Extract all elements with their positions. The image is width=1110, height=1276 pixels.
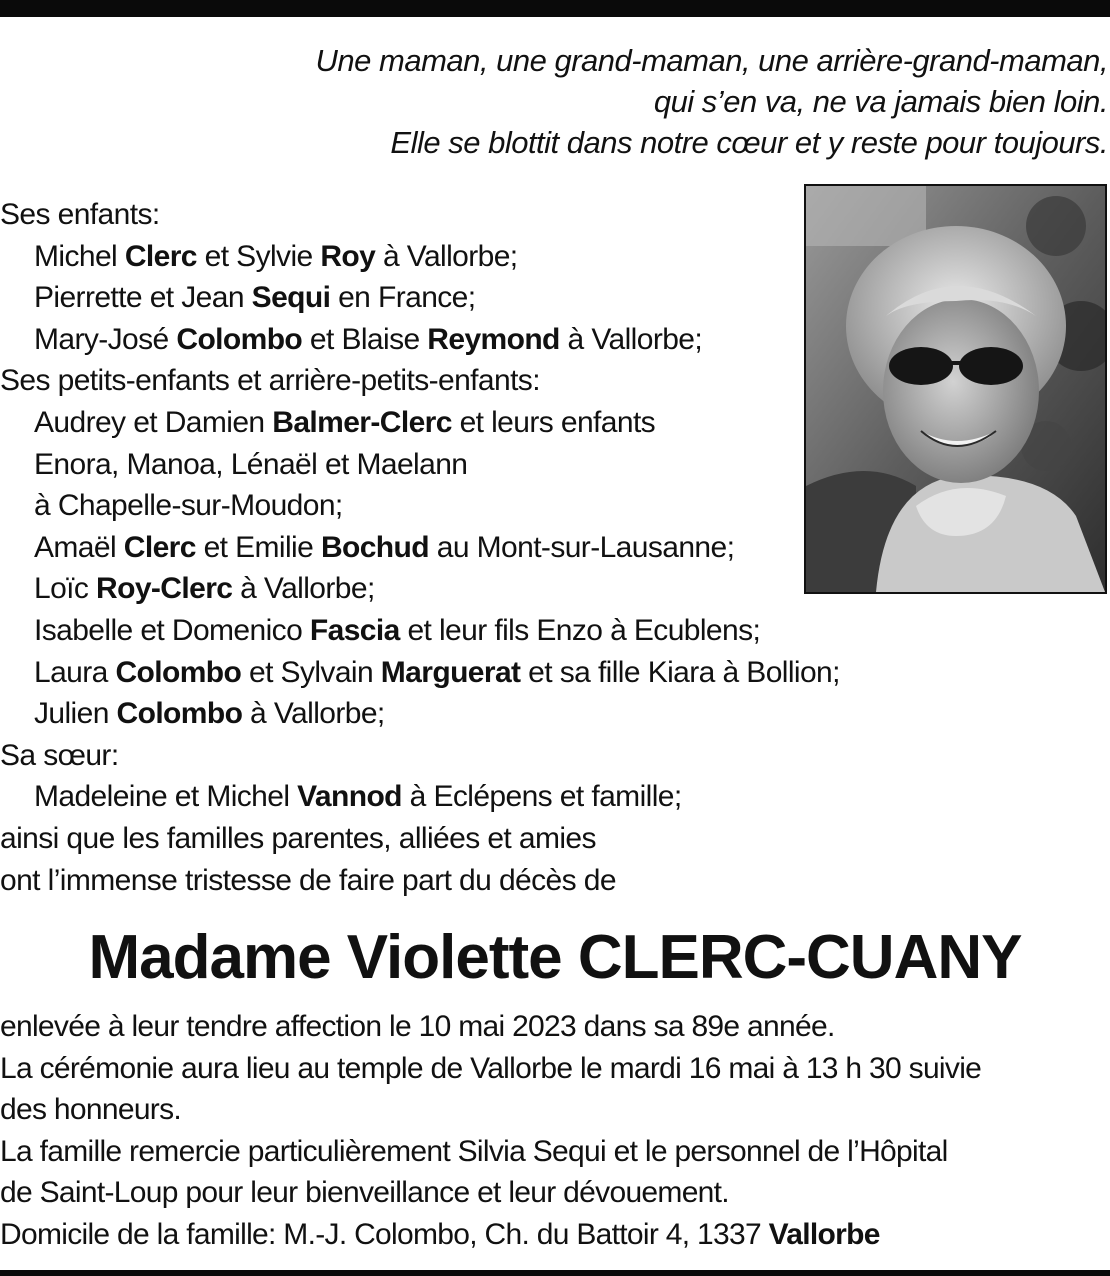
family-text: Loïc [34,572,97,606]
family-surname: Clerc [123,530,196,564]
family-line [0,277,1000,319]
family-text: Julien [34,697,117,731]
family-text: Ses enfants: [0,198,160,231]
notice-details [0,1006,1110,1256]
details-line: de Saint-Loup pour leur bienveillance et leur dévouement. [0,1176,729,1210]
details-line-address [0,1214,1110,1256]
family-text: à Eclépens et famille; [401,780,682,814]
details-line: enlevée à leur tendre affection le 10 mai 2023 dans sa 89e année. [0,1010,835,1043]
family-text: ont l’immense tristesse de faire part du décès de [0,863,616,897]
family-text: Mary-José [34,322,177,356]
family-text: et leur fils Enzo à Ecublens; [399,613,761,647]
family-line [0,693,1000,735]
details-line: La cérémonie aura lieu au temple de Vallorbe le mardi 16 mai à 13 h 30 suivie [0,1051,982,1085]
family-text: Sa sœur: [0,738,119,772]
family-line [0,485,1000,527]
family-text: et leurs enfants [451,405,656,439]
family-text: à Vallorbe; [375,239,518,273]
family-text: et Emilie [195,530,321,564]
family-surname: Reymond [427,322,560,356]
family-line [0,236,1000,278]
family-surname: Vannod [297,780,402,814]
family-text: Laura [34,655,116,689]
quote-line: Une maman, une grand-maman, une arrière-grand-maman, [315,43,1108,78]
family-surname: Roy [320,239,376,273]
family-line [0,527,1000,569]
quote-line: Elle se blottit dans notre cœur et y reste pour toujours. [390,125,1108,160]
family-surname: Balmer-Clerc [272,405,452,439]
family-text: à Vallorbe; [559,322,703,356]
family-line [0,319,1000,361]
family-surname: Colombo [116,697,243,731]
family-surname: Colombo [115,655,242,689]
family-text: au Mont-sur-Lausanne; [429,530,735,564]
family-list [0,194,1000,901]
family-surname: Marguerat [380,655,521,689]
details-line: des honneurs. [0,1093,182,1127]
bottom-rule [0,1270,1110,1276]
family-text: Ses petits-enfants et arrière-petits-enfants: [0,364,540,398]
family-line [0,610,1000,652]
family-line [0,444,1000,486]
details-line: La famille remercie particulièrement Silvia Sequi et le personnel de l’Hôpital [0,1134,948,1168]
top-rule [0,0,1110,17]
family-surname: Sequi [251,281,331,315]
family-text: et Sylvain [241,655,381,689]
family-line [0,860,1000,902]
family-surname: Roy-Clerc [96,572,233,606]
family-line [0,652,1000,694]
quote-line: qui s’en va, ne va jamais bien loin. [653,84,1108,119]
family-text: Enora, Manoa, Lénaël et Maelann [34,447,468,481]
family-line [0,194,1000,236]
family-text: ainsi que les familles parentes, alliées et amies [0,821,596,855]
deceased-name: Madame Violette CLERC-CUANY [88,923,1022,992]
family-text: et sa fille Kiara à Bollion; [520,655,840,689]
family-text: Michel [34,239,125,273]
family-line [0,776,1000,818]
family-line [0,818,1000,860]
family-text: à Chapelle-sur-Moudon; [34,489,343,523]
family-surname: Colombo [176,322,303,356]
family-text: Isabelle et Domenico [34,613,310,647]
family-surname: Fascia [309,613,400,647]
family-line [0,568,1000,610]
family-text: et Sylvie [196,239,321,273]
address-town: Vallorbe [768,1217,880,1251]
family-text: en France; [330,281,476,315]
family-text: à Vallorbe; [242,697,385,731]
family-surname: Clerc [124,239,197,273]
family-text: Madeleine et Michel [34,780,298,814]
address-text: Domicile de la famille: M.-J. Colombo, Ch. du Battoir 4, 1337 [0,1217,769,1251]
family-line [0,360,1000,402]
family-text: Audrey et Damien [34,405,273,439]
family-line [0,735,1000,777]
family-line [0,402,1000,444]
family-surname: Bochud [320,530,429,564]
family-text: Pierrette et Jean [34,281,252,315]
family-text: Amaël [34,530,124,564]
family-text: à Vallorbe; [232,572,375,606]
epigraph-quote [108,40,1108,163]
family-text: et Blaise [302,322,428,356]
